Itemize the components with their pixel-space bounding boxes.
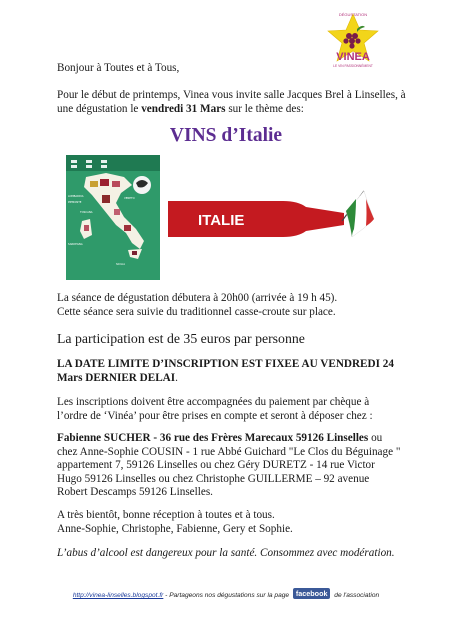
deadline-notice	[57, 358, 397, 385]
session-line-1: La séance de dégustation débutera à 20h00 (arrivée à 19 h 45).	[57, 292, 338, 304]
deadline-text: LA DATE LIMITE D’INSCRIPTION EST FIXEE AU VENDREDI 24 Mars DERNIER DELAI	[57, 358, 394, 384]
contact-rest: ou chez Anne-Sophie COUSIN - 1 rue Abbé Guichard "Le Clos du Béguinage " appartement 7, 59126 Linselles ou chez Géry DURETZ - 14 rue Victor Hugo 59126 Linselles ou chez Christophe GUILLERME – 92 avenue Robert Descamps 59126 Linselles.	[57, 432, 401, 499]
inscriptions-paragraph: Les inscriptions doivent être accompagnées du paiement par chèque à l’ordre de ‘Vinéa’ pour être prises en compte et seront à déposer chez :	[57, 396, 373, 422]
signature: Anne-Sophie, Christophe, Fabienne, Gery et Sophie.	[57, 522, 293, 535]
deadline-period: .	[175, 371, 178, 384]
intro-text: Pour le début de printemps, Vinea vous invite salle Jacques Brel à Linselles, à une dégustation le	[57, 89, 406, 115]
facebook-icon[interactable]: facebook	[293, 588, 331, 599]
greeting: Bonjour à Toutes et à Tous,	[57, 62, 180, 74]
logo-bottom-text: LE VIN PASSIONNÉMENT	[333, 64, 373, 68]
vinea-logo	[324, 10, 382, 78]
logo-brand: VINEA	[336, 51, 370, 63]
blog-link[interactable]: http://vinea-linselles.blogspot.fr	[72, 592, 164, 599]
map-label-sardegna: SARDEGNA	[68, 243, 83, 246]
closing-block	[57, 509, 397, 536]
intro-paragraph	[57, 89, 407, 116]
event-title: VINS d’Italie	[169, 125, 283, 146]
map-label-piemonte: PIEMONTE	[68, 201, 82, 204]
intro-date: vendredi 31 Mars	[141, 102, 226, 115]
intro-text-end: sur le thème des:	[225, 102, 304, 115]
footer	[0, 588, 452, 599]
closing-line-1: A très bientôt, bonne réception à toutes et à tous.	[57, 509, 275, 521]
session-line-2: Cette séance sera suivie du traditionnel casse-croute sur place.	[57, 305, 336, 318]
footer-middle: - Partageons nos dégustations sur la page	[163, 592, 291, 599]
session-info	[57, 292, 397, 319]
contacts-paragraph	[57, 432, 402, 500]
map-label-veneto: VENETO	[124, 197, 135, 200]
italy-flag-icon	[346, 191, 374, 237]
banner-text: ITALIE	[198, 212, 245, 229]
map-label-lombardia: LOMBARDIA	[68, 195, 84, 198]
logo-top-text: DÉGUSTATION	[338, 12, 368, 17]
alcohol-warning: L’abus d’alcool est dangereux pour la santé. Consommez avec modération.	[57, 547, 395, 559]
price-line: La participation est de 35 euros par personne	[57, 331, 305, 346]
map-label-toscana: TOSCANA	[80, 211, 93, 214]
footer-end: de l'association	[332, 592, 380, 599]
contact-main: Fabienne SUCHER - 36 rue des Frères Marecaux 59126 Linselles	[57, 432, 369, 444]
italy-wine-map	[66, 155, 160, 280]
map-label-sicilia: SICILIA	[116, 263, 125, 266]
italie-banner	[168, 185, 376, 257]
